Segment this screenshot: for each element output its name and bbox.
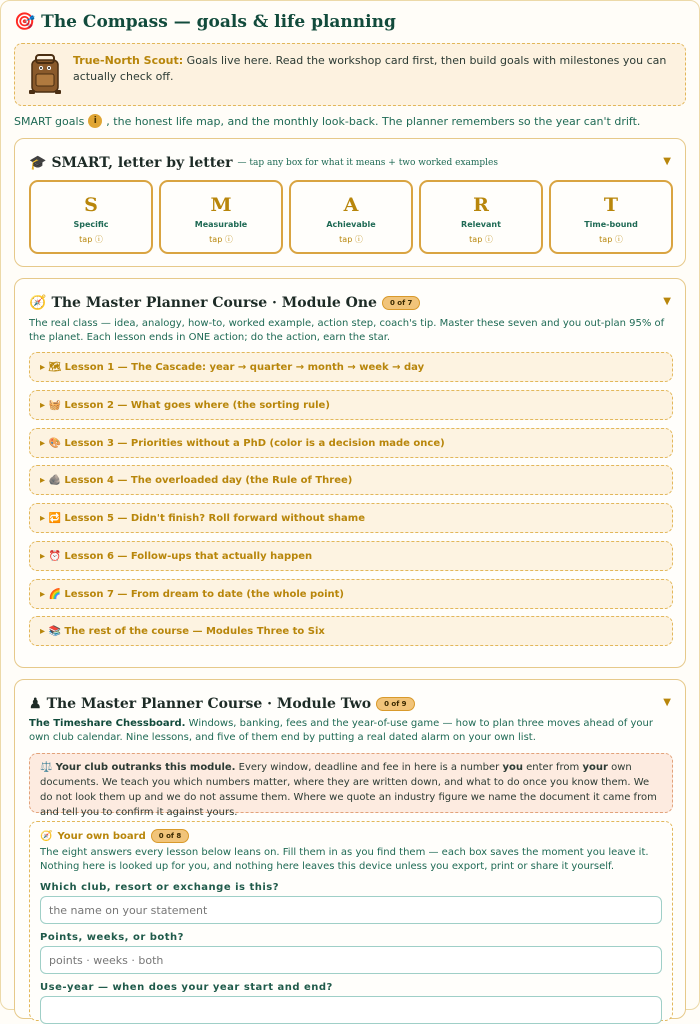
board-description: The eight answers every lesson below leans on. Fill them in as you find them — each box saves the moment you leave it. Nothing here is looked up for you, and nothing here leaves this device unless you export, print or share it yourself.: [40, 847, 649, 872]
lesson-7[interactable]: ▸ 🌈 Lesson 7 — From dream to date (the whole point): [29, 579, 673, 609]
module-two-title: The Master Planner Course · Module Two: [46, 696, 372, 712]
lesson-1[interactable]: ▸ 🗺 Lesson 1 — The Cascade: year → quarter → month → week → day: [29, 352, 673, 382]
lesson-4[interactable]: ▸ 🪨 Lesson 4 — The overloaded day (the Rule of Three): [29, 465, 673, 495]
module-one-card: [14, 278, 686, 668]
page-title: 🎯 The Compass — goals & life planning: [14, 12, 396, 32]
scales-icon: ⚖️: [40, 762, 53, 773]
points-weeks-label: Points, weeks, or both?: [40, 932, 184, 943]
collapse-caret-icon[interactable]: ▼: [663, 697, 671, 708]
backpack-icon: [27, 52, 63, 96]
lesson-2[interactable]: ▸ 🧺 Lesson 2 — What goes where (the sorting rule): [29, 390, 673, 420]
club-name-input[interactable]: [40, 896, 662, 924]
smart-letter-t[interactable]: T Time-bound tap ⓘ: [549, 180, 673, 254]
info-icon[interactable]: i: [88, 114, 102, 128]
collapse-caret-icon[interactable]: ▼: [663, 296, 671, 307]
use-year-input[interactable]: [40, 996, 662, 1024]
chess-pawn-icon: ♟: [29, 696, 42, 712]
compass-icon: 🧭: [29, 295, 47, 311]
smart-card: [14, 138, 686, 267]
target-icon: 🎯: [14, 12, 36, 32]
board-progress-badge: 0 of 8: [151, 829, 189, 843]
module-one-progress-badge: 0 of 7: [382, 296, 420, 310]
board-title: Your own board: [57, 830, 146, 842]
smart-letter-r[interactable]: R Relevant tap ⓘ: [419, 180, 543, 254]
module-two-card: [14, 679, 686, 1019]
rest-of-course[interactable]: ▸ 📚 The rest of the course — Modules Three to Six: [29, 616, 673, 646]
compass-icon: 🧭: [40, 830, 53, 842]
graduation-cap-icon: 🎓: [29, 155, 47, 171]
lesson-5[interactable]: ▸ 🔁 Lesson 5 — Didn't finish? Roll forward without shame: [29, 503, 673, 533]
scout-message: Goals live here. Read the workshop card first, then build goals with milestones you can actually check off.: [73, 54, 667, 83]
own-board-panel: [29, 821, 673, 1021]
smart-title: SMART, letter by letter: [51, 155, 233, 171]
scout-tip: [14, 43, 686, 106]
use-year-label: Use-year — when does your year start and end?: [40, 982, 333, 993]
module-one-title: The Master Planner Course · Module One: [51, 295, 377, 311]
module-one-description: The real class — idea, analogy, how-to, worked example, action step, coach's tip. Master these seven and you out-plan 95% of the planet. Each lesson ends in ONE action; do the action, earn the star.: [29, 318, 665, 343]
collapse-caret-icon[interactable]: ▼: [663, 156, 671, 167]
lesson-6[interactable]: ▸ ⏰ Lesson 6 — Follow-ups that actually happen: [29, 541, 673, 571]
club-name-label: Which club, resort or exchange is this?: [40, 882, 280, 893]
smart-letter-m[interactable]: M Measurable tap ⓘ: [159, 180, 283, 254]
lesson-3[interactable]: ▸ 🎨 Lesson 3 — Priorities without a PhD (color is a decision made once): [29, 428, 673, 458]
intro-text: SMART goals i , the honest life map, and the monthly look-back. The planner remembers so the year can't drift.: [14, 114, 641, 128]
smart-letter-a[interactable]: A Achievable tap ⓘ: [289, 180, 413, 254]
points-weeks-input[interactable]: [40, 946, 662, 974]
smart-letters: [29, 180, 673, 254]
scout-name: True-North Scout:: [73, 54, 184, 67]
smart-subtitle: — tap any box for what it means + two worked examples: [237, 158, 499, 168]
module-two-progress-badge: 0 of 9: [376, 697, 414, 711]
module-two-description: The Timeshare Chessboard. Windows, banking, fees and the year-of-use game — how to plan three moves ahead of your own club calendar. Nine lessons, and five of them end by putting a real dated alarm on your own list.: [29, 718, 653, 743]
smart-letter-s[interactable]: S Specific tap ⓘ: [29, 180, 153, 254]
club-warning-note: ⚖️ Your club outranks this module. Every window, deadline and fee in here is a number you enter from your own documents. We teach you which numbers matter, where they are written down, and what to do once you know them. We do not look them up and we do not assume them. Where we quote an industry figure we name the document it came from and tell you to confirm it against yours.: [29, 753, 673, 813]
